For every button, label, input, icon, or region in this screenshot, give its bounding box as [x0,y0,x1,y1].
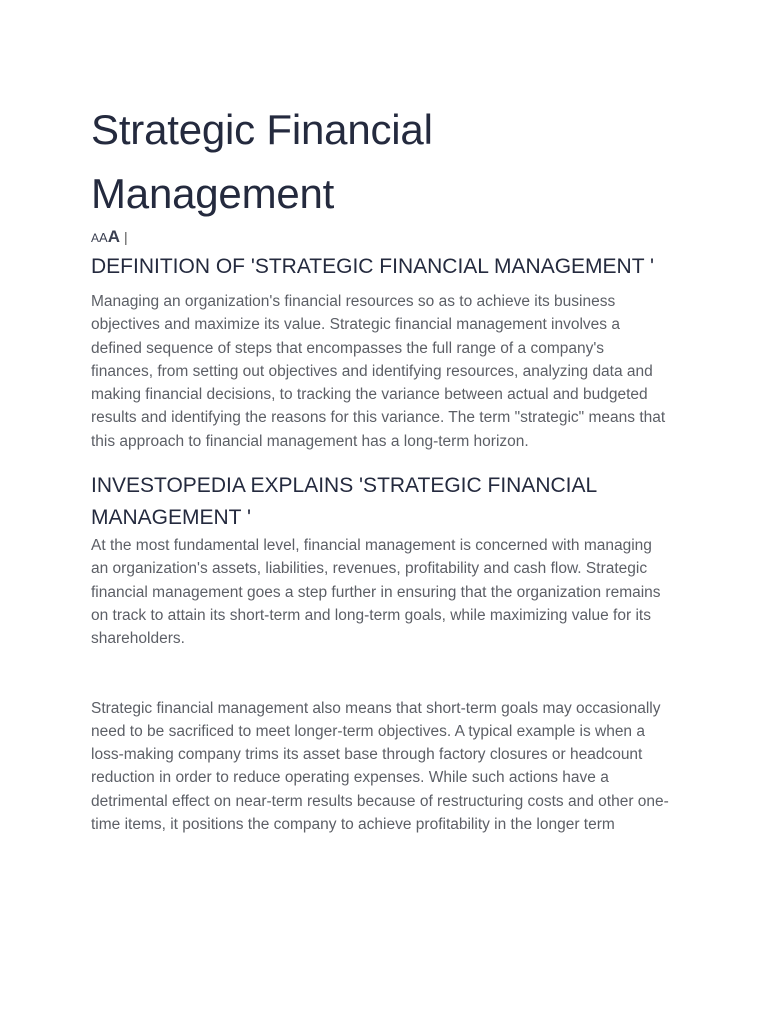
page-title: Strategic Financial Management [91,106,433,217]
explanation-paragraph-2: Strategic financial management also means that short-term goals may occasionally need to be sacrificed to meet longer-term objectives. A typical example is when a loss-making company trims its asset base through factory closures or headcount reduction in order to reduce operating expenses. While such actions have a detrimental effect on near-term results because of restructuring costs and other one-time items, it positions the company to achieve profitability in the longer term [91,699,669,834]
article-body [91,98,681,836]
font-size-controls [91,227,681,247]
font-size-large-button[interactable]: A [107,227,120,246]
font-size-medium-button[interactable]: A [99,230,108,245]
definition-paragraph: Managing an organization's financial resources so as to achieve its business objectives and maximize its value. Strategic financial management involves a defined sequence of steps that encompasses the full range of a company's finances, from setting out objectives and identifying resources, analyzing data and making financial decisions, to tracking the variance between actual and budgeted results and identifying the reasons for this variance. The term "strategic" means that this approach to financial management has a long-term horizon. [91,293,666,450]
explanation-paragraph-1: At the most fundamental level, financial management is concerned with managing an organization's assets, liabilities, revenues, profitability and cash flow. Strategic financial management goes a step further in ensuring that the organization remains on track to attain its short-term and long-term goals, while maximizing value for its shareholders. [91,537,661,648]
font-controls-separator: | [123,229,128,245]
explanation-heading: INVESTOPEDIA EXPLAINS 'STRATEGIC FINANCIAL MANAGEMENT ' [91,474,597,530]
definition-heading: DEFINITION OF 'STRATEGIC FINANCIAL MANAGEMENT ' [91,255,655,278]
font-size-small-button[interactable]: A [91,231,100,245]
